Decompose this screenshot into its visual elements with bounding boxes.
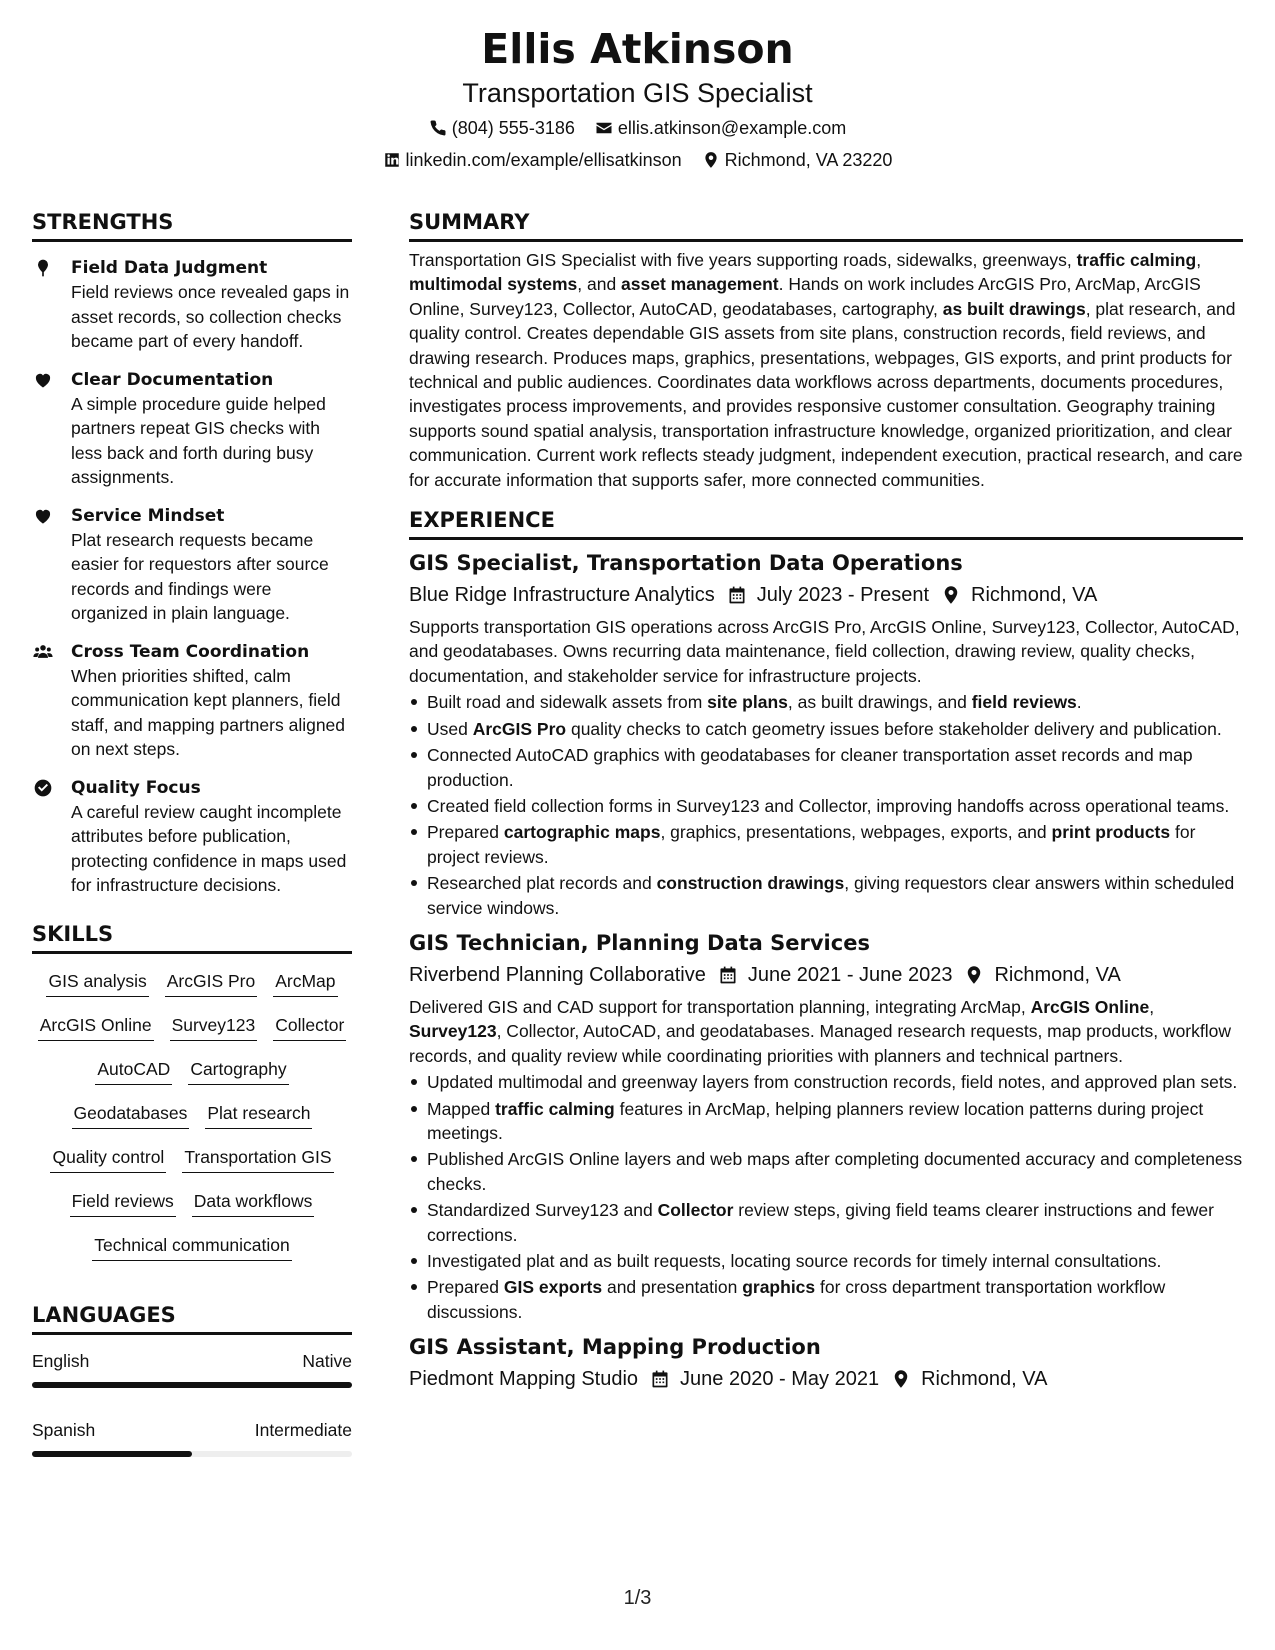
text-segment: Prepared	[427, 822, 504, 843]
company-name: Riverbend Planning Collaborative	[409, 963, 706, 986]
text-segment: Transportation GIS Specialist with five years supporting roads, sidewalks, greenways,	[409, 250, 1077, 270]
skill-tag: ArcMap	[273, 968, 337, 997]
job-location: Richmond, VA	[971, 584, 1098, 607]
strength-title: Field Data Judgment	[71, 258, 268, 278]
bullet-item	[409, 1249, 1243, 1273]
text-segment: Created field collection forms in Survey123 and Collector, improving handoffs across operational teams.	[427, 795, 1230, 816]
text-segment: quality checks to catch geometry issues before stakeholder delivery and publication.	[566, 718, 1222, 739]
skill-tag: Data workflows	[192, 1188, 315, 1217]
linkedin-url: linkedin.com/example/ellisatkinson	[405, 150, 682, 170]
language-row	[32, 1349, 352, 1373]
bullet-item	[409, 743, 1243, 792]
text-segment: Updated multimodal and greenway layers from construction records, field notes, and approved plan sets.	[427, 1072, 1238, 1093]
skill-tag: Survey123	[170, 1012, 258, 1041]
text-segment: Delivered GIS and CAD support for transportation planning, integrating ArcMap,	[409, 996, 1031, 1017]
strength-description: A simple procedure guide helped partners repeat GIS checks with less back and forth during busy assignments.	[71, 393, 326, 487]
phone-number: (804) 555-3186	[451, 118, 575, 138]
contact-row-1	[0, 116, 1275, 140]
job-location: Richmond, VA	[994, 963, 1121, 986]
languages-list	[32, 1349, 352, 1457]
job-meta	[409, 1365, 1243, 1393]
job-entry	[409, 1333, 1243, 1393]
text-segment: , Collector, AutoCAD, and geodatabases. Managed research requests, map products, workflow records, and quality review while coordinating priorities with planners and technical partners.	[409, 1021, 1232, 1066]
job-title: GIS Technician, Planning Data Services	[409, 930, 870, 955]
bold-text: site plans	[707, 692, 788, 713]
envelope-icon	[595, 119, 613, 137]
check-circle-icon	[32, 778, 54, 800]
text-segment: Mapped	[427, 1098, 496, 1119]
candidate-name: Ellis Atkinson	[481, 25, 794, 73]
bullet-item	[409, 1198, 1243, 1247]
calendar-icon	[650, 1369, 670, 1389]
language-name: English	[32, 1350, 90, 1371]
skill-tag: Geodatabases	[72, 1100, 190, 1129]
language-proficiency-fill	[32, 1451, 192, 1457]
pin-icon	[32, 258, 54, 280]
text-segment: Researched plat records and	[427, 873, 657, 894]
calendar-icon	[718, 965, 738, 985]
map-pin-icon	[891, 1369, 911, 1389]
text-segment: Investigated plat and as built requests, locating source records for timely internal consultations.	[427, 1251, 1162, 1271]
job-bullets	[409, 1070, 1243, 1324]
bold-text: traffic calming	[495, 1098, 615, 1119]
bullet-item	[409, 820, 1243, 869]
linkedin-icon	[383, 151, 401, 169]
text-segment: features in ArcMap, helping planners review location patterns during project meetings.	[427, 1098, 1204, 1143]
strength-title: Quality Focus	[71, 777, 201, 798]
bold-text: graphics	[742, 1277, 816, 1298]
skill-tag: Quality control	[50, 1144, 166, 1173]
bullet-item	[409, 690, 1243, 714]
languages-heading: LANGUAGES	[32, 1301, 352, 1335]
job-meta	[409, 961, 1243, 989]
skill-tag: ArcGIS Online	[38, 1012, 154, 1041]
heart-icon	[32, 506, 54, 528]
skill-tag: AutoCAD	[95, 1056, 172, 1085]
language-proficiency-bar	[32, 1382, 352, 1388]
text-segment: , plat research, and quality control. Creates dependable GIS assets from site plans, construction records, field reviews, and drawing research. Produces maps, graphics, presentations, webpages, GIS exports, and print products for technical and public audiences. Coordinates data workflows across departments, documents procedures, investigates process improvements, and provides responsive customer consultation. Geography training supports sound spatial analysis, transportation infrastructure knowledge, organized prioritization, and clear communication. Current work reflects steady judgment, independent execution, practical research, and care for accurate information that supports safer, more connected communities.	[409, 298, 1243, 490]
text-segment: , graphics, presentations, webpages, exports, and	[660, 822, 1052, 843]
bullet-item	[409, 1147, 1243, 1196]
text-segment: ,	[1149, 996, 1155, 1017]
strength-title: Cross Team Coordination	[71, 641, 310, 662]
map-pin-icon	[964, 965, 984, 985]
heart-icon	[32, 370, 54, 392]
language-name: Spanish	[32, 1419, 96, 1440]
job-title: GIS Specialist, Transportation Data Operations	[409, 551, 963, 576]
text-segment: , as built drawings, and	[787, 692, 972, 713]
language-item	[32, 1418, 352, 1457]
job-description	[409, 615, 1243, 688]
bold-text: GIS exports	[503, 1277, 603, 1298]
skill-tag: Collector	[273, 1012, 346, 1041]
location-contact	[702, 148, 893, 172]
strengths-heading: STRENGTHS	[32, 208, 352, 242]
contact-row-2	[0, 148, 1275, 172]
summary-heading: SUMMARY	[409, 208, 1243, 242]
right-column	[409, 208, 1243, 1393]
language-row	[32, 1418, 352, 1442]
language-proficiency-bar	[32, 1451, 352, 1457]
job-title: GIS Assistant, Mapping Production	[409, 1335, 821, 1360]
bullet-item	[409, 1097, 1243, 1146]
job-description	[409, 995, 1243, 1068]
skill-tag: Transportation GIS	[182, 1144, 333, 1173]
text-segment: review steps, giving field teams clearer instructions and fewer corrections.	[427, 1200, 1214, 1245]
job-meta	[409, 581, 1243, 609]
candidate-title: Transportation GIS Specialist	[462, 78, 813, 108]
experience-heading: EXPERIENCE	[409, 506, 1243, 540]
job-dates: June 2020 - May 2021	[680, 1368, 880, 1391]
location-text: Richmond, VA 23220	[724, 150, 893, 170]
bullet-item	[409, 794, 1243, 818]
email-address: ellis.atkinson@example.com	[617, 118, 847, 138]
text-segment: Prepared	[427, 1277, 504, 1298]
text-segment: Used	[427, 718, 473, 739]
linkedin-contact[interactable]	[383, 148, 682, 172]
text-segment: Supports transportation GIS operations across ArcGIS Pro, ArcGIS Online, Survey123, Collector, AutoCAD, and geodatabases. Owns recurring data maintenance, field collection, drawing review, quality checks, documentation, and stakeholder service for infrastructure projects.	[409, 617, 1240, 686]
bold-text: as built drawings	[942, 298, 1086, 319]
experience-list	[409, 549, 1243, 1393]
page-number: 1/3	[623, 1587, 652, 1609]
text-segment: for cross department transportation workflow discussions.	[427, 1277, 1166, 1322]
job-dates: July 2023 - Present	[756, 584, 930, 607]
email-contact[interactable]	[595, 116, 846, 140]
job-bullets	[409, 690, 1243, 920]
skill-tag: Plat research	[205, 1100, 312, 1129]
left-column	[32, 208, 352, 1457]
strength-description: A careful review caught incomplete attributes before publication, protecting confidence in maps used for infrastructure decisions.	[71, 801, 347, 895]
text-segment: Standardized Survey123 and	[427, 1200, 658, 1221]
strength-description: Field reviews once revealed gaps in asset records, so collection checks became part of every handoff.	[71, 282, 350, 351]
text-segment: ,	[1196, 250, 1202, 270]
strengths-list	[32, 256, 352, 898]
text-segment: Built road and sidewalk assets from	[427, 692, 708, 713]
language-proficiency-fill	[32, 1382, 352, 1388]
bold-text: multimodal systems	[409, 274, 578, 295]
strength-item	[32, 504, 352, 626]
strength-description: When priorities shifted, calm communication kept planners, field staff, and mapping partners aligned on next steps.	[71, 665, 346, 759]
strength-item	[32, 368, 352, 490]
company-name: Blue Ridge Infrastructure Analytics	[409, 584, 715, 607]
text-segment: .	[1076, 692, 1082, 713]
language-level: Native	[302, 1350, 352, 1371]
strength-item	[32, 256, 352, 354]
bold-text: print products	[1051, 822, 1171, 843]
text-segment: , and	[577, 274, 622, 295]
text-segment: Published ArcGIS Online layers and web maps after completing documented accuracy and completeness checks.	[427, 1149, 1243, 1194]
bullet-item	[409, 1070, 1243, 1094]
summary-text	[409, 248, 1243, 492]
skill-tag: GIS analysis	[46, 968, 148, 997]
skill-tag: Cartography	[188, 1056, 288, 1085]
text-segment: and presentation	[602, 1277, 743, 1298]
bold-text: cartographic maps	[503, 822, 661, 843]
map-pin-icon	[941, 585, 961, 605]
skill-tag: ArcGIS Pro	[165, 968, 258, 997]
text-segment: , giving requestors clear answers within scheduled service windows.	[427, 873, 1235, 918]
skills-heading: SKILLS	[32, 920, 352, 954]
bullet-item	[409, 871, 1243, 920]
language-level: Intermediate	[254, 1419, 352, 1440]
job-entry	[409, 549, 1243, 920]
calendar-icon	[727, 585, 747, 605]
users-icon	[32, 642, 54, 664]
strength-description: Plat research requests became easier for requestors after source records and findings were organized in plain language.	[71, 529, 329, 623]
resume-header	[0, 22, 1275, 172]
text-segment: for project reviews.	[427, 822, 1196, 867]
job-dates: June 2021 - June 2023	[747, 963, 953, 986]
language-item	[32, 1349, 352, 1388]
bold-text: construction drawings	[656, 873, 845, 894]
skill-tag: Field reviews	[70, 1188, 176, 1217]
bold-text: ArcGIS Pro	[472, 718, 567, 739]
job-entry	[409, 929, 1243, 1324]
text-segment: . Hands on work includes ArcGIS Pro, ArcMap, ArcGIS Online, Survey123, Collector, AutoCAD, geodatabases, cartography,	[409, 274, 1201, 319]
skill-tag: Technical communication	[92, 1232, 292, 1261]
text-segment: Connected AutoCAD graphics with geodatabases for cleaner transportation asset records and map production.	[427, 745, 1193, 790]
strength-title: Clear Documentation	[71, 369, 274, 390]
job-location: Richmond, VA	[921, 1368, 1048, 1391]
bold-text: Collector	[657, 1200, 734, 1221]
skills-list	[32, 968, 352, 1261]
strength-item	[32, 640, 352, 762]
bold-text: asset management	[621, 274, 779, 295]
phone-icon	[429, 119, 447, 137]
bold-text: Survey123	[409, 1021, 497, 1042]
strength-title: Service Mindset	[71, 505, 225, 526]
map-pin-icon	[702, 151, 720, 169]
bullet-item	[409, 717, 1243, 741]
bold-text: traffic calming	[1076, 250, 1197, 270]
bold-text: ArcGIS Online	[1030, 996, 1150, 1017]
bold-text: field reviews	[971, 692, 1077, 713]
strength-item	[32, 776, 352, 898]
phone-contact[interactable]	[429, 116, 575, 140]
company-name: Piedmont Mapping Studio	[409, 1368, 639, 1391]
bullet-item	[409, 1275, 1243, 1324]
